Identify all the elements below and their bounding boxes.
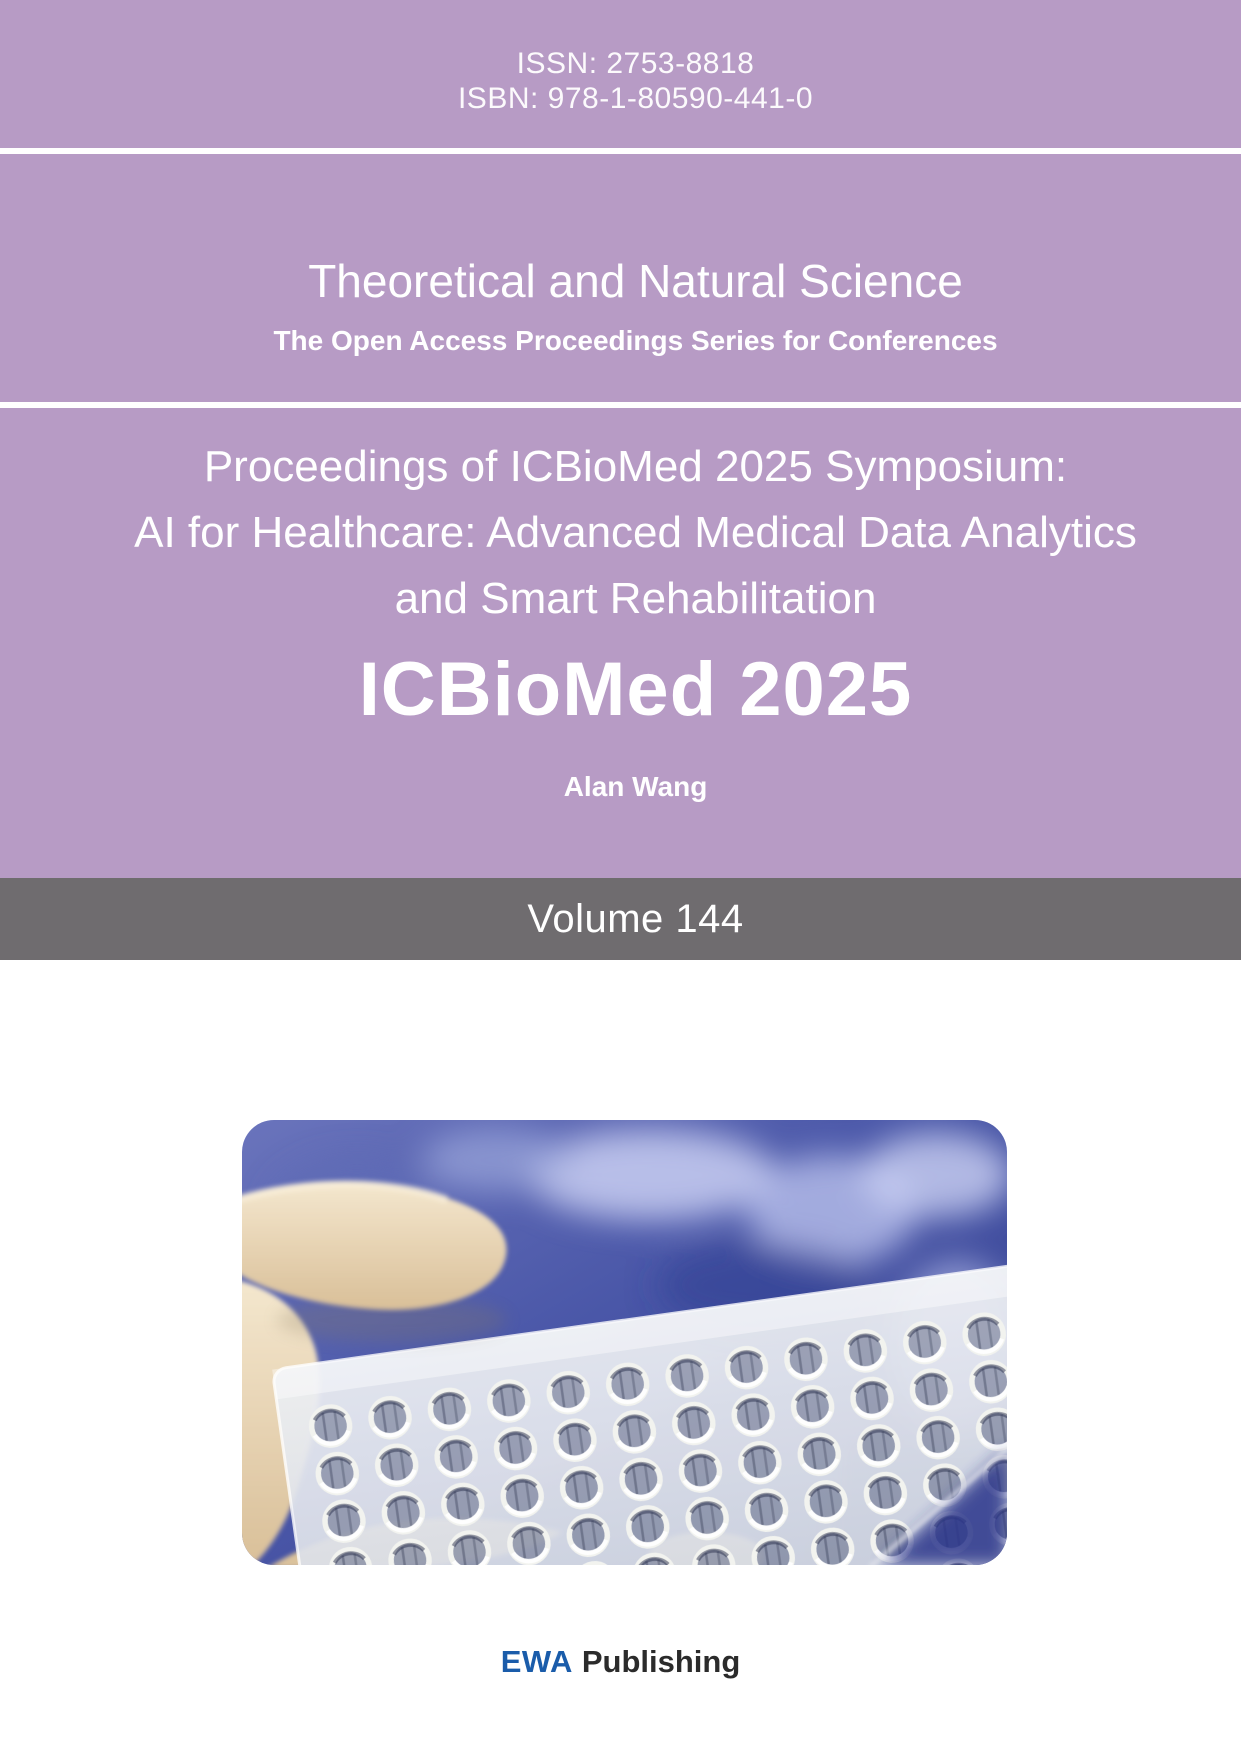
publisher-name-text: Publishing bbox=[581, 1644, 741, 1679]
series-title: Theoretical and Natural Science bbox=[308, 255, 963, 307]
isbn-text: ISBN: 978-1-80590-441-0 bbox=[457, 82, 814, 115]
publisher-logo bbox=[0, 1640, 1241, 1684]
proceedings-title-line-3: and Smart Rehabilitation bbox=[394, 574, 877, 623]
volume-bar bbox=[0, 878, 1241, 960]
issn-text: ISSN: 2753-8818 bbox=[516, 47, 755, 80]
conference-name: ICBioMed 2025 bbox=[358, 647, 913, 732]
volume-label: Volume 144 bbox=[527, 896, 744, 941]
cover-photo bbox=[242, 1120, 1007, 1565]
microplate-photo-illustration bbox=[242, 1120, 1007, 1565]
series-block bbox=[0, 154, 1241, 402]
proceedings-title-line-1: Proceedings of ICBioMed 2025 Symposium: bbox=[203, 442, 1068, 491]
issn-isbn-block bbox=[0, 0, 1241, 148]
publisher-brand-text: EWA bbox=[500, 1644, 573, 1679]
proceedings-block bbox=[0, 408, 1241, 878]
editor-name: Alan Wang bbox=[563, 771, 708, 802]
proceedings-title-line-2: AI for Healthcare: Advanced Medical Data Analytics bbox=[134, 508, 1137, 557]
series-subtitle: The Open Access Proceedings Series for Conferences bbox=[273, 325, 998, 356]
